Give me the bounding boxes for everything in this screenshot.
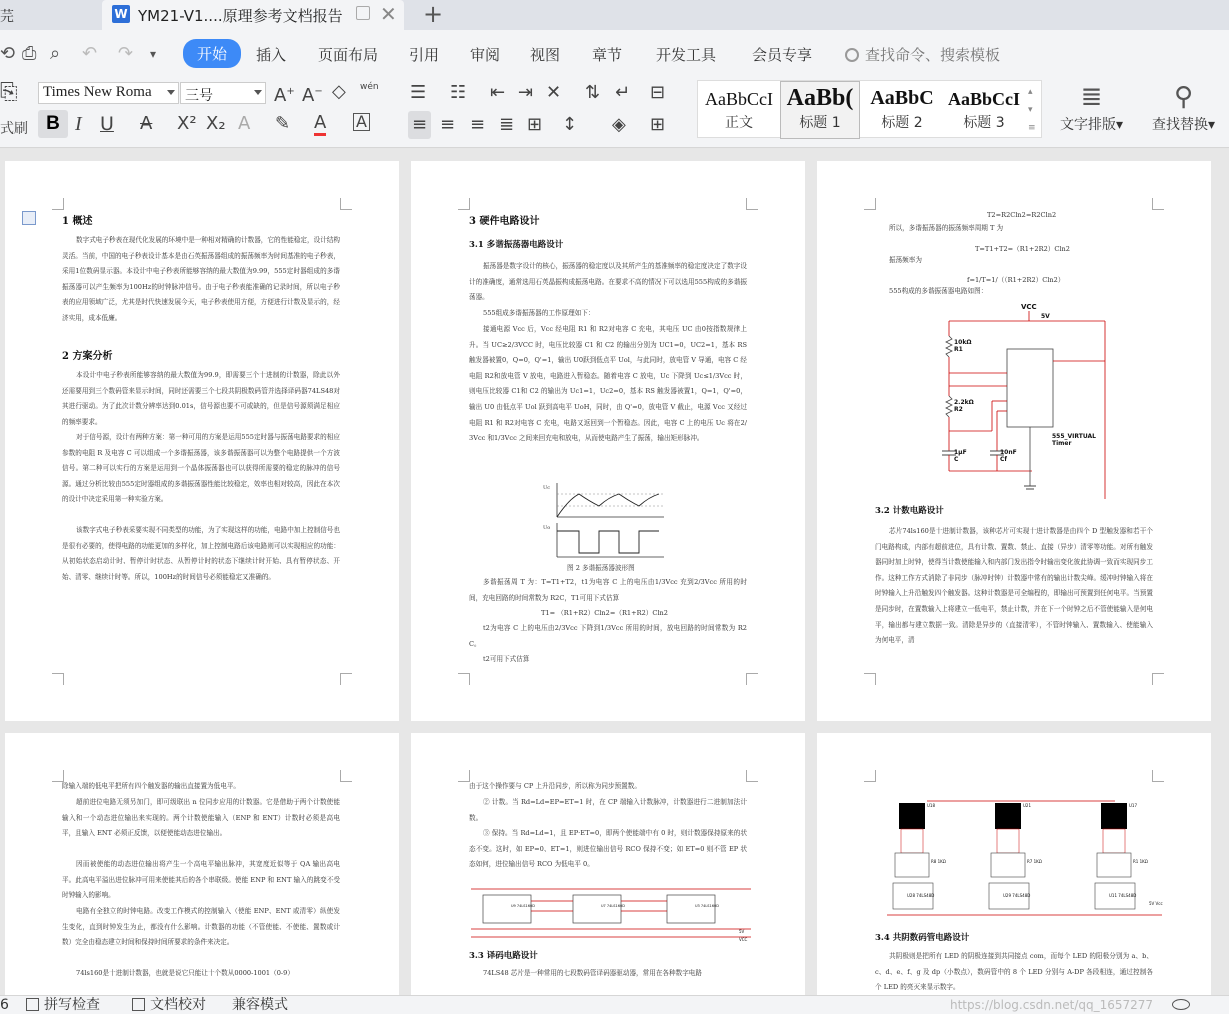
resistor-r1: [946, 336, 952, 357]
paragraph-counter: 芯片74ls160是十进制计数器，该种芯片可实现十进计数器是由四个 D 型触发器和若干个门电路构成，内部有超前进位，具有计数、置数、禁止、直接（异步）清零等功能。对所有触发器同时加上时钟，使得当计数使能输入和内部门发出指令时输出变化彼此协调一致而实现同步工作。这种工作方式消除了非同步（脉冲时钟）计数器中常有的输出计数尖峰。缓冲时钟输入将在时钟输入上升沿触发四个触发器。这种计数器是可全编程的，即输出可预置到任何电平。当预置是同步时，在置数输入上将建立一低电平，禁止计数，并在下一个时钟之后不管使能输入是何电平，输出都与建立数据一致。清除是异步的（直接清零），不管时钟输入、置数输入、使能输入为何电平，清: [875, 527, 1153, 645]
document-page-3[interactable]: [817, 161, 1211, 721]
search-icon: [845, 48, 859, 62]
print-preview-icon[interactable]: ⌕: [50, 43, 61, 64]
counter-chip-u7: [573, 895, 621, 923]
phonetic-guide-icon[interactable]: [360, 81, 379, 106]
paragraph-osc-2: 555组成多谐振荡器的工作原理如下：: [483, 309, 595, 317]
margin-marker: [52, 198, 64, 210]
chevron-down-icon: [167, 90, 175, 95]
figure-caption-waveform: 图 2 多谐振荡器波形图: [567, 564, 635, 572]
resistor-array-r1: [1097, 853, 1131, 877]
capacitor-voltage-curve: [557, 494, 659, 517]
paragraph-decimal: 74ls160是十进制计数器，也就是说它只能让十个数从0000-1001（0-9）: [76, 969, 294, 977]
style-name: 标题 3: [963, 115, 1005, 131]
format-painter-icon[interactable]: ⎘: [0, 80, 18, 105]
find-replace-label: 查找替换: [1152, 117, 1208, 133]
strikethrough-button[interactable]: A: [140, 113, 153, 134]
tab-review[interactable]: 审阅: [470, 46, 501, 64]
output-square-wave: [557, 531, 659, 553]
line-spacing-icon[interactable]: ↕: [562, 114, 578, 135]
paragraph-osc-5: t2为电容 C 上的电压由2/3Vcc 下降到1/3Vcc 所用的时间，放电回路的时间常数为 R2C。: [469, 624, 747, 648]
paragraph-osc-1: 振荡器是数字设计的核心，振荡器的稳定度以及其所产生的基准频率的稳定度决定了数字设计的准确度，通常选用石英晶振构成振荡电路。在要求不高的情况下可以选用555构成的多谐振荡器。: [469, 262, 747, 302]
paragraph-hold: ③ 保持。当 Rd=Ld=1，且 EP·ET=0，即两个使能端中有 0 时，则计数器保持原来的状态不变。这时，如 EP=0、ET=1，则进位输出信号 RCO 保持不变；如 ET=0 则不管 EP 状态如何，进位输出信号 RCO 为低电平 0。: [469, 829, 747, 869]
paragraph-osc-3: 接通电源 Vcc 后，Vcc 经电阻 R1 和 R2对电容 C 充电，其电压 UC 由0按指数规律上升。当 UC≥2/3VCC 时，电压比较器 C1 和 C2 的输出分别为 UC1=0，UC2=1，基本 RS 触发器被置0，Q=0，Q'=1，输出 U0跃到低点平 Uol，与此同时，放电管 V 导通，电容 C 经电阻 R2和放电管 V 放电，电路进入暂稳态。随着电容 C 放电，Uc 下降到 Uc≤1/3Vcc 时，则电压比较器 C1和 C2 的输出为 Uc1=1，Uc2=0，基本 RS 触发器被置1，Q=1，Q'=0，输出 U0 由低点平 Uol 跃到高电平 UoH，同时，由 Q'=0，放电管 V 截止，电源 Vcc 又经过电阻 R1 和 R2对电容 C 充电，电路又返回到一个暂稳态。因此，电容 C 上的电压 Uc 将在2/3Vcc 和1/3Vcc 之间来回充电和放电，从而使电路产生了振荡，输出矩形脉冲。: [469, 325, 747, 443]
previous-tab[interactable]: 芫: [0, 9, 14, 25]
magnifier-icon: ⚲: [1173, 82, 1194, 112]
clear-format-icon[interactable]: ◇: [332, 81, 346, 102]
document-page-6[interactable]: [817, 733, 1211, 995]
chip-label-u7: U7 74LS160D: [601, 904, 625, 908]
tab-developer[interactable]: 开发工具: [656, 46, 717, 64]
ribbon-menu-bar: [0, 30, 1229, 78]
style-scroll-icon[interactable]: ▴ ▾ ≡: [1028, 87, 1036, 133]
active-document-tab[interactable]: [102, 0, 404, 30]
margin-marker: [458, 198, 470, 210]
heading-counter: 3.2 计数电路设计: [875, 506, 944, 516]
style-sample: AaBb(: [786, 85, 854, 111]
display-label-u18: U18: [927, 803, 936, 808]
proofread-icon: [132, 998, 145, 1011]
resistor-array-r7: [991, 853, 1025, 877]
segment-wires: [901, 829, 923, 853]
spell-check-label: 拼写检查: [44, 997, 100, 1013]
label-timer: Timer: [1052, 440, 1072, 447]
wps-document-icon: W: [112, 5, 130, 23]
label-c: C: [954, 456, 959, 463]
resistor-label-r8: R8 1KΩ: [931, 859, 946, 864]
csdn-watermark: https://blog.csdn.net/qq_1657277: [950, 998, 1154, 1012]
margin-marker: [340, 198, 352, 210]
paragraph-frequency: 振荡频率为: [889, 256, 922, 264]
align-center-icon[interactable]: ≡: [440, 114, 456, 135]
counter-schematic: [471, 881, 761, 943]
text-layout-button[interactable]: ≣ 文字排版▾: [1060, 82, 1124, 133]
heading-scheme-analysis: 2 方案分析: [62, 351, 113, 362]
paragraph-555-circuit: 555构成的多谐振荡器电路如图：: [889, 287, 988, 295]
style-heading-3[interactable]: [942, 81, 1026, 139]
borders-icon[interactable]: ⊞: [650, 114, 666, 135]
margin-marker: [746, 770, 758, 782]
distributed-align-icon[interactable]: ⊞: [527, 114, 543, 135]
style-heading-1[interactable]: [780, 81, 860, 139]
paragraph-osc-4: 多谐振荡周 T 为：T=T1+T2，t1为电容 C 上的电压由1/3Vcc 充到2/3Vcc 所用的时间，充电回路的时间常数为 R2C，T1可用下式估算: [469, 578, 747, 602]
label-c-value: 1µF: [954, 449, 967, 456]
spell-check-icon: [26, 998, 39, 1011]
margin-marker: [746, 673, 758, 685]
superscript-button[interactable]: X²: [177, 113, 197, 134]
decrease-indent-icon[interactable]: ⇤: [490, 82, 506, 103]
show-marks-icon[interactable]: ↵: [615, 82, 631, 103]
display-schematic: [887, 793, 1177, 923]
text-layout-icon: ≣: [1080, 82, 1103, 112]
axis-label-uo: Uo: [543, 525, 551, 531]
counter-chip-u3: [667, 895, 715, 923]
document-workspace[interactable]: [0, 149, 1229, 995]
margin-marker: [864, 673, 876, 685]
home-toolbar: [0, 78, 1229, 148]
resistor-r2: [946, 396, 952, 417]
tab-stops-icon[interactable]: ⊟: [650, 82, 666, 103]
label-5v: 5V: [739, 929, 745, 934]
heading-decoder: 3.3 译码电路设计: [469, 951, 538, 961]
chip-label-u11: U11 74LS48D: [1109, 893, 1137, 898]
subscript-button[interactable]: X₂: [206, 113, 226, 134]
heading-oscillator: 3.1 多谐振荡器电路设计: [469, 240, 564, 250]
seven-seg-display-u21: [995, 803, 1021, 829]
increase-font-icon[interactable]: A+: [274, 85, 295, 106]
style-normal[interactable]: [698, 81, 780, 139]
bullet-list-icon[interactable]: ☰: [410, 82, 427, 103]
print-icon[interactable]: ⎙: [22, 43, 37, 64]
style-name: 标题 2: [881, 115, 923, 131]
label-r1-value: 10kΩ: [954, 339, 972, 346]
paragraph-display: 共阴极则是把所有 LED 的阴极连接到共同接点 com，而每个 LED 的阳极分别为 a、b、c、d、e、f、g 及 dp（小数点），数码管中的 8 个 LED 分别与 A-DP 各段相连，通过控制各个 LED 的亮灭来显示数字。: [875, 952, 1153, 992]
style-gallery: [697, 80, 1042, 138]
compat-mode-indicator: 兼容模式: [232, 997, 288, 1013]
proofread-button[interactable]: [132, 996, 206, 1014]
text-layout-label: 文字排版: [1060, 117, 1116, 133]
paragraph-scheme-1: 本设计中电子秒表所能够容纳的最大数值为99.9，即需要三个十进制的计数器，除此以外还需要用到三个数码管来显示时间，同时还需要三个七段共阴极数码管并选择译码器74LS48对其进行驱动。为了此次计数分辨率达到0.01s，信号源也要不可或缺的，但是信号源须满足相应的频率要求。: [62, 371, 340, 426]
document-tab-bar: [0, 0, 1229, 30]
margin-marker: [1152, 198, 1164, 210]
resistor-label-r7: R7 1KΩ: [1027, 859, 1042, 864]
margin-marker: [340, 673, 352, 685]
document-tab-title: YM21-V1....原理参考文档报告: [138, 7, 343, 25]
counter-chip-u9: [483, 895, 531, 923]
label-r2: R2: [954, 406, 963, 413]
font-name-value: Times New Roma: [43, 84, 152, 100]
chip-label-u3: U3 74LS160D: [695, 904, 719, 908]
sort-icon[interactable]: ⇅: [585, 82, 601, 103]
margin-marker: [864, 198, 876, 210]
seven-seg-display-u17: [1101, 803, 1127, 829]
chip-label-u9: U9 74LS160D: [511, 904, 535, 908]
style-name: 标题 1: [799, 115, 841, 131]
paragraph-decoder: 74LS48 芯片是一种常用的七段数码管译码器驱动器，常用在各种数字电路: [483, 969, 702, 977]
eye-protection-icon[interactable]: [1172, 999, 1190, 1010]
proofread-label: 文档校对: [150, 997, 206, 1013]
paragraph-clear: 除输入端的低电平把所有四个触发器的输出直接置为低电平。: [62, 782, 241, 790]
chinese-layout-icon[interactable]: ✕: [546, 82, 562, 103]
quick-access-dropdown-icon[interactable]: ▾: [150, 47, 157, 61]
tab-member[interactable]: 会员专享: [752, 46, 813, 64]
margin-marker: [458, 673, 470, 685]
justify-icon[interactable]: ≣: [499, 114, 515, 135]
heading-hardware: 3 硬件电路设计: [469, 216, 540, 227]
margin-marker: [864, 770, 876, 782]
underline-button[interactable]: U: [100, 113, 114, 135]
paragraph-period: 所以，多谐振荡器的振荡频率周期 T 为: [889, 224, 1004, 232]
status-bar: [0, 995, 1229, 1014]
label-r2-value: 2.2kΩ: [954, 399, 974, 406]
paragraph-clock: 电路有全独立的时钟电路。改变工作模式的控制输入（使能 ENP、ENT 或清零）纵使发生变化，直到时钟发生为止，都没有什么影响。计数器的功能（不管使能、不使能、置数或计数）完全由稳态建立时间和保持时间所要求的条件来决定。: [62, 907, 340, 947]
waveform-figure: [539, 479, 669, 559]
spell-check-button[interactable]: [26, 996, 100, 1014]
new-tab-button[interactable]: +: [423, 0, 444, 28]
margin-marker: [1152, 770, 1164, 782]
document-page-5[interactable]: [411, 733, 805, 995]
phonetic-label: wén: [360, 82, 379, 92]
formula-t1: T1= （R1+R2）Cln2=（R1+R2）Cln2: [541, 609, 668, 617]
chevron-down-icon: [254, 90, 262, 95]
segment-wires: [1103, 829, 1125, 853]
tab-view[interactable]: 视图: [530, 46, 561, 64]
label-cf: Cf: [1000, 456, 1008, 463]
paragraph-overview: 数字式电子秒表在现代化发展的环境中是一种相对精确的计数器，它的性能稳定，设计结构灵活。当前，中国的电子秒表设计基本是由石英振荡器组成的振荡频率为时间基准的电子秒表，采用1位数码显示器。本设计中电子秒表所能够容纳的最大数值为9.99，555定时器组成的多谐振荡器可以产生频率为100Hz的时钟脉冲信号。由于电子秒表能准确的记录时间，所以电子秒表的应用领域广泛，尤其是时代快速发展今天，电子秒表使用方便，方便进行计数及显示的，经济实用，成本低廉。: [62, 236, 340, 322]
label-vcc: VCC: [739, 937, 748, 942]
schematic-555: [937, 301, 1117, 501]
label-vcc: VCC: [1021, 303, 1037, 311]
close-tab-icon[interactable]: ✕: [380, 2, 397, 26]
increase-indent-icon[interactable]: ⇥: [518, 82, 534, 103]
shading-icon[interactable]: ◈: [612, 114, 626, 135]
display-label-u17: U17: [1129, 803, 1138, 808]
pin-window-icon[interactable]: [356, 6, 370, 20]
paragraph-scheme-3: 该数字式电子秒表采要实现不同类型的功能，为了实现这样的功能，电路中加上控制信号也是很有必要的，使得电路的功能更加的多样化，加上控制电路后该电路则可以实现相应的功能：从初始状态启动计时、暂停计时状态、从暂停计时的状态下继续计时开始、具有暂停状态、开始、清零、继续计时等。所以，100Hz的时间信号必须能稳定又准确的。: [62, 526, 340, 581]
paragraph-dynamic-carry: 因而被使能的动态进位输出将产生一个高电平输出脉冲，其宽度近似等于 QA 输出高电平。此高电平溢出进位脉冲可用来使能其后的各个串联级。使能 ENP 和 ENT 输入的跳变不受时钟输入的影响。: [62, 860, 340, 900]
tab-page-layout[interactable]: 页面布局: [318, 46, 379, 64]
paragraph-count: ② 计数。当 Rd=Ld=EP=ET=1 时，在 CP 端输入计数脉冲，计数器进行二进制加法计数。: [469, 798, 747, 822]
document-page-2[interactable]: [411, 161, 805, 721]
formula-period: T=T1+T2=（R1+2R2）Cln2: [975, 245, 1070, 253]
label-5v: 5V: [1041, 313, 1050, 320]
highlight-icon[interactable]: ✎: [275, 113, 291, 134]
font-size-value: 三号: [185, 88, 213, 104]
char-border-button[interactable]: A: [353, 113, 370, 131]
chip-label-u28: U28 74LS48D: [907, 893, 935, 898]
label-cf-value: 10nF: [1000, 449, 1017, 456]
text-effect-button[interactable]: A: [238, 113, 251, 134]
font-size-select[interactable]: [180, 82, 266, 104]
page-indicator[interactable]: 6: [0, 997, 9, 1013]
style-heading-2[interactable]: [862, 81, 942, 139]
style-sample: AaBbCcI: [705, 89, 773, 109]
timer-555-chip: [1007, 349, 1053, 427]
tab-chapter[interactable]: 章节: [592, 46, 623, 64]
find-replace-button[interactable]: ⚲ 查找替换▾: [1152, 82, 1216, 133]
paragraph-carry: 超前进位电路无须另加门，即可级联出 n 位同步应用的计数器。它是借助于两个计数使能输入和一个动态进位输出来实现的。两个计数使能输入（ENP 和 ENT）计数时必须是高电平，且输入 ENT 必须正反馈，以便使能动态进位输出。: [62, 798, 340, 838]
seven-seg-display-u18: [899, 803, 925, 829]
bold-button[interactable]: B: [38, 110, 68, 138]
tab-insert[interactable]: 插入: [256, 46, 287, 64]
tab-home[interactable]: 开始: [183, 39, 241, 68]
label-r1: R1: [954, 346, 963, 353]
paragraph-osc-6: t2可用下式估算: [483, 655, 530, 663]
style-name: 正文: [725, 115, 753, 131]
heading-overview: 1 概述: [62, 216, 93, 227]
undo-icon[interactable]: ↶: [82, 43, 98, 64]
axis-label-uc: Uc: [543, 485, 551, 491]
resistor-label-r1: R1 1KΩ: [1133, 859, 1148, 864]
segment-wires: [997, 829, 1019, 853]
label-vcc: 5V Vcc: [1149, 901, 1163, 906]
resistor-array-r8: [895, 853, 929, 877]
font-name-select[interactable]: [38, 82, 179, 104]
margin-marker: [1152, 673, 1164, 685]
margin-marker: [746, 198, 758, 210]
decrease-font-icon[interactable]: A−: [302, 85, 323, 106]
open-icon[interactable]: ⟲: [0, 43, 16, 64]
style-sample: AaBbC: [870, 87, 934, 109]
navigation-pane-icon[interactable]: [22, 211, 36, 225]
numbered-list-icon[interactable]: ☷: [450, 82, 467, 103]
formula-t2: T2=R2Cln2=R2Cln2: [987, 211, 1057, 219]
heading-display: 3.4 共阴数码管电路设计: [875, 933, 970, 943]
margin-marker: [52, 673, 64, 685]
align-left-icon[interactable]: ≡: [408, 111, 431, 139]
align-right-icon[interactable]: ≡: [470, 114, 486, 135]
tab-references[interactable]: 引用: [409, 46, 440, 64]
paragraph-scheme-2: 对于信号源，设计有两种方案：第一种可用的方案是运用555定时器与振荡电路要求的相应参数的电阻 R 及电容 C 可以组成一个多谐振荡器，该多谐振荡器可以为整个电路提供一个方波信号。第二种可以实行的方案是运用到一个晶体振荡器也可以获得所需要的稳定的脉冲的信号源。通过分析比较由555定时器组成的多谐振荡器性能比较稳定，效率也相对较高，因此在本次的设计中决定采用第一种实验方案。: [62, 433, 340, 504]
format-painter-label[interactable]: 式刷: [0, 121, 28, 137]
style-sample: AaBbCcI: [947, 89, 1020, 109]
label-timer-model: 555_VIRTUAL: [1052, 433, 1096, 440]
document-page-1[interactable]: [5, 161, 399, 721]
command-search-placeholder: 查找命令、搜索模板: [865, 46, 1001, 64]
chip-label-u29: U29 74LS48D: [1003, 893, 1031, 898]
margin-marker: [340, 770, 352, 782]
paragraph-sync-preset: 由于这个操作要与 CP 上升沿同步，所以称为同步预置数。: [469, 782, 641, 790]
display-label-u21: U21: [1023, 803, 1032, 808]
font-color-button[interactable]: A: [314, 113, 326, 136]
italic-button[interactable]: I: [75, 113, 82, 135]
formula-frequency: f=1/T=1/（（R1+2R2）Cln2）: [967, 276, 1065, 284]
document-page-4[interactable]: [5, 733, 399, 995]
command-search[interactable]: [845, 44, 1000, 65]
redo-icon[interactable]: ↷: [118, 43, 134, 64]
